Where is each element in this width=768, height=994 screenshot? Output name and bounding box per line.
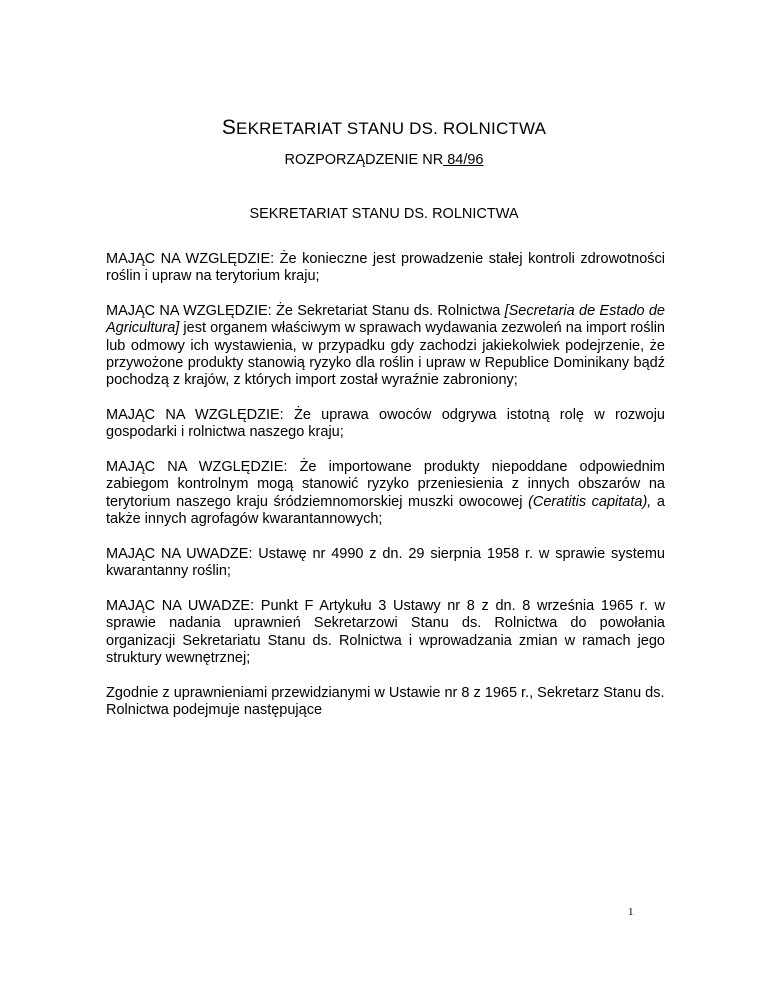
decree-heading: [0, 152, 768, 168]
paragraph-1: MAJĄC NA WZGLĘDZIE: Że konieczne jest prowadzenie stałej kontroli zdrowotności roślin i upraw na terytorium kraju;: [106, 251, 665, 285]
decree-prefix: ROZPORZĄDZENIE NR: [284, 152, 444, 168]
decree-number: 84/96: [443, 152, 484, 168]
document-body: [106, 251, 665, 737]
page-number: 1: [628, 906, 634, 918]
paragraph-4-text-b: a także innych agrofagów kwarantannowych;: [106, 493, 665, 528]
paragraph-2: [106, 303, 665, 389]
page-title-initial: S: [221, 116, 237, 139]
page-title-rest: EKRETARIAT STANU DS. ROLNICTWA: [236, 119, 547, 138]
paragraph-4-italic: (Ceratitis capitata),: [528, 493, 652, 510]
paragraph-2-italic: [Secretaria de Estado de Agricultura]: [106, 303, 665, 337]
page-title: [0, 116, 768, 140]
paragraph-4-text-a: MAJĄC NA WZGLĘDZIE: Że importowane produkty niepoddane odpowiednim zabiegom kontrolnym mogą stanowić ryzyko przeniesienia z innych obszarów na terytorium naszego kraju śródziemnomorskiej muszki owocowej: [106, 459, 665, 510]
issuer-subtitle: SEKRETARIAT STANU DS. ROLNICTWA: [249, 206, 519, 222]
paragraph-4: [106, 459, 665, 528]
paragraph-3: MAJĄC NA WZGLĘDZIE: Że uprawa owoców odgrywa istotną rolę w rozwoju gospodarki i rolnictwa naszego kraju;: [106, 407, 665, 441]
paragraph-7: Zgodnie z uprawnieniami przewidzianymi w Ustawie nr 8 z 1965 r., Sekretarz Stanu ds. Rolnictwa podejmuje następujące: [106, 684, 665, 718]
paragraph-2-text-b: jest organem właściwym w sprawach wydawania zezwoleń na import roślin lub odmowy ich wystawienia, w przypadku gdy zachodzi jakiekolwiek podejrzenie, że przywożone produkty stanowią ryzyko dla roślin i upraw w Republice Dominikany bądź pochodzą z krajów, z których import został wyraźnie zabroniony;: [106, 320, 665, 389]
paragraph-2-text-a: MAJĄC NA WZGLĘDZIE: Że Sekretariat Stanu ds. Rolnictwa: [106, 303, 505, 320]
paragraph-5: MAJĄC NA UWADZE: Ustawę nr 4990 z dn. 29 sierpnia 1958 r. w sprawie systemu kwarantanny roślin;: [106, 545, 665, 580]
paragraph-6: MAJĄC NA UWADZE: Punkt F Artykułu 3 Ustawy nr 8 z dn. 8 września 1965 r. w sprawie nadania uprawnień Sekretarzowi Stanu ds. Rolnictwa do powołania organizacji Sekretariatu Stanu ds. Rolnictwa i wprowadzania zmian w ramach jego struktury wewnętrznej;: [106, 597, 665, 666]
